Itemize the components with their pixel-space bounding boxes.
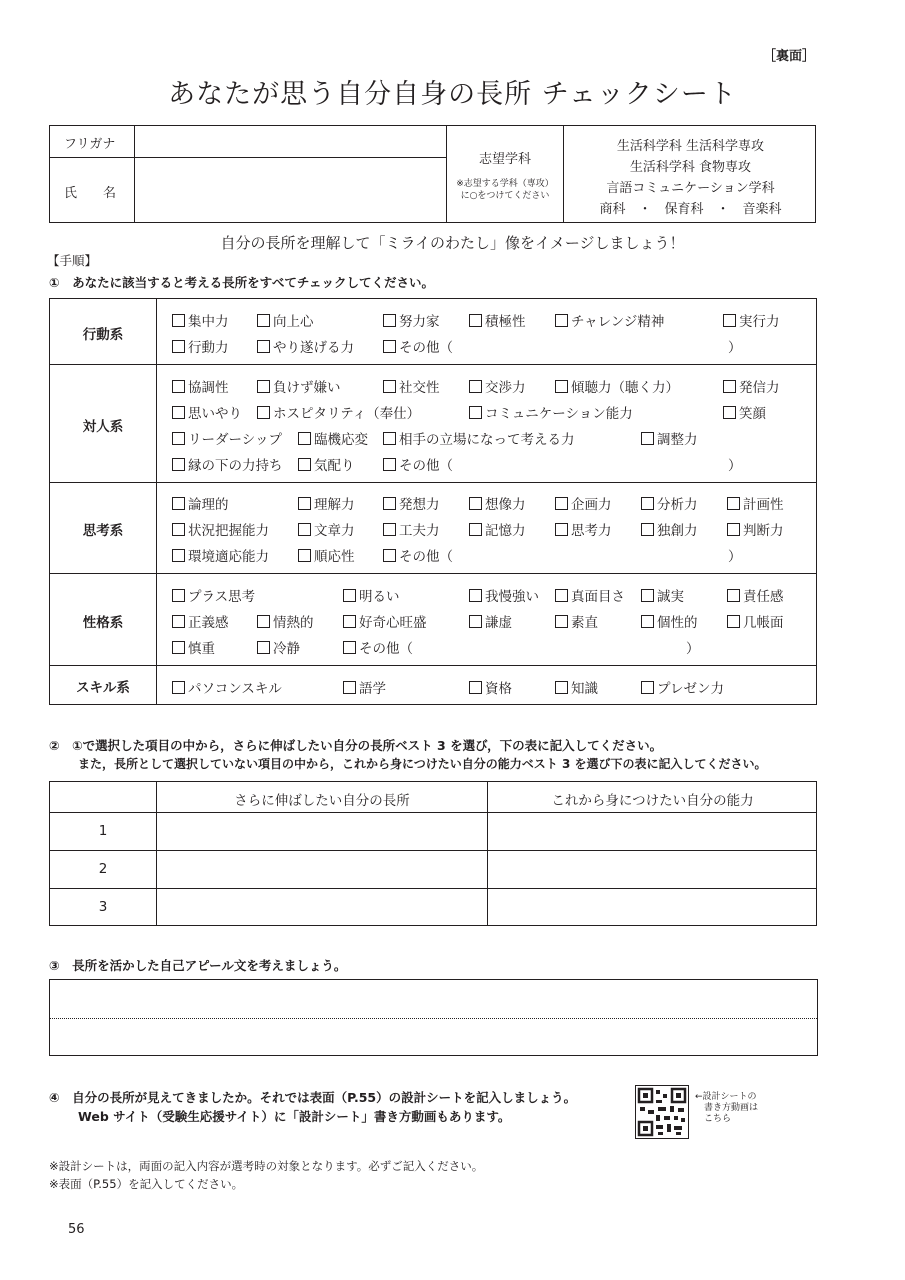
checkbox-item[interactable]: 縁の下の力持ち xyxy=(172,454,283,474)
checkbox-item[interactable]: 記憶力 xyxy=(469,519,526,539)
col-header-strengths: さらに伸ばしたい自分の長所 xyxy=(234,793,410,809)
checkbox-item[interactable]: 臨機応変 xyxy=(298,428,368,448)
checkbox-item[interactable]: 真面目さ xyxy=(555,585,625,605)
checkbox-item[interactable]: 発信力 xyxy=(723,376,780,396)
checkbox-item[interactable]: 想像力 xyxy=(469,493,526,513)
checkbox-item[interactable]: 明るい xyxy=(343,585,400,605)
subtitle: 自分の長所を理解して「ミライのわたし」像をイメージしましょう！ xyxy=(220,234,685,252)
strength-input-1[interactable] xyxy=(157,813,487,850)
dotted-divider xyxy=(50,1018,817,1019)
checkbox-item-other[interactable]: その他（ xyxy=(383,336,453,356)
checkbox-item[interactable]: 文章力 xyxy=(298,519,355,539)
checkbox-item[interactable]: 個性的 xyxy=(641,611,698,631)
checkbox-icon[interactable] xyxy=(383,340,396,353)
checkbox-item[interactable]: 社交性 xyxy=(383,376,440,396)
checkbox-icon[interactable] xyxy=(298,432,311,445)
checkbox-item-other[interactable]: その他（ xyxy=(383,545,453,565)
checkbox-item[interactable]: 工夫力 xyxy=(383,519,440,539)
checkbox-item[interactable]: 計画性 xyxy=(727,493,784,513)
step3-text: ③ 長所を活かした自己アピール文を考えましょう。 xyxy=(49,958,347,973)
checkbox-item[interactable]: 冷静 xyxy=(257,637,300,657)
checkbox-item[interactable]: 向上心 xyxy=(257,310,314,330)
checkbox-icon[interactable] xyxy=(172,458,185,471)
checkbox-item[interactable]: 負けず嫌い xyxy=(257,376,341,396)
checkbox-item[interactable]: 発想力 xyxy=(383,493,440,513)
close-paren: ） xyxy=(728,549,742,565)
step4-text-2: Web サイト（受験生応援サイト）に「設計シート」書き方動画もあります。 xyxy=(78,1109,511,1124)
checkbox-item[interactable]: やり遂げる力 xyxy=(257,336,354,356)
checkbox-icon[interactable] xyxy=(343,615,356,628)
checkbox-item[interactable]: 独創力 xyxy=(641,519,698,539)
checkbox-item[interactable]: 相手の立場になって考える力 xyxy=(383,428,575,448)
ability-input-1[interactable] xyxy=(488,813,817,850)
checkbox-icon[interactable] xyxy=(257,406,270,419)
checkbox-item[interactable]: 気配り xyxy=(298,454,355,474)
checkbox-icon[interactable] xyxy=(343,681,356,694)
checkbox-item[interactable]: ホスピタリティ（奉仕） xyxy=(257,402,420,422)
checkbox-icon[interactable] xyxy=(298,523,311,536)
category-action: 行動系 xyxy=(82,327,124,343)
close-paren: ） xyxy=(728,340,742,356)
checkbox-icon[interactable] xyxy=(469,497,482,510)
checkbox-icon[interactable] xyxy=(383,314,396,327)
category-skill: スキル系 xyxy=(76,680,130,696)
checkbox-icon[interactable] xyxy=(172,380,185,393)
checkbox-item[interactable]: 誠実 xyxy=(641,585,684,605)
checkbox-icon[interactable] xyxy=(383,523,396,536)
page-title: あなたが思う自分自身の長所 チェックシート xyxy=(168,79,737,110)
checkbox-icon[interactable] xyxy=(172,589,185,602)
category-personality: 性格系 xyxy=(82,615,124,631)
name-field[interactable] xyxy=(135,158,445,222)
checkbox-item[interactable]: 環境適応能力 xyxy=(172,545,269,565)
dept-note-1: ※志望する学科（専攻） xyxy=(456,179,554,189)
checkbox-icon[interactable] xyxy=(469,314,482,327)
dept-option-4[interactable]: 商科 ・ 保育科 ・ 音楽科 xyxy=(599,202,782,217)
checkbox-icon[interactable] xyxy=(727,497,740,510)
checkbox-item[interactable]: 我慢強い xyxy=(469,585,539,605)
ability-input-2[interactable] xyxy=(488,851,817,888)
checkbox-item[interactable]: 論理的 xyxy=(172,493,229,513)
checkbox-item[interactable]: 責任感 xyxy=(727,585,784,605)
checkbox-icon[interactable] xyxy=(641,589,654,602)
checkbox-icon[interactable] xyxy=(641,681,654,694)
applicant-info-table xyxy=(49,125,816,223)
checkbox-item[interactable]: 謙虚 xyxy=(469,611,512,631)
checkbox-icon[interactable] xyxy=(257,615,270,628)
checkbox-icon[interactable] xyxy=(469,406,482,419)
strength-input-3[interactable] xyxy=(157,889,487,926)
checkbox-icon[interactable] xyxy=(172,497,185,510)
checkbox-item[interactable]: 情熱的 xyxy=(257,611,314,631)
checkbox-icon[interactable] xyxy=(172,615,185,628)
strengths-checklist xyxy=(49,298,817,705)
row-number: 3 xyxy=(98,899,108,915)
checkbox-icon[interactable] xyxy=(172,340,185,353)
self-appeal-box[interactable] xyxy=(49,979,818,1056)
qr-code-icon[interactable] xyxy=(635,1085,689,1139)
checkbox-item[interactable]: 傾聴力（聴く力） xyxy=(555,376,679,396)
footnote-2: ※表面（P.55）を記入してください。 xyxy=(49,1177,244,1191)
checkbox-icon[interactable] xyxy=(555,314,568,327)
checkbox-icon[interactable] xyxy=(172,681,185,694)
checkbox-item[interactable]: 語学 xyxy=(343,677,386,697)
checkbox-item[interactable]: プレゼン力 xyxy=(641,677,724,697)
checkbox-item[interactable]: 積極性 xyxy=(469,310,526,330)
checkbox-icon[interactable] xyxy=(343,641,356,654)
checkbox-icon[interactable] xyxy=(555,497,568,510)
furigana-label: フリガナ xyxy=(64,137,116,152)
name-label: 氏 名 xyxy=(64,186,117,201)
checkbox-icon[interactable] xyxy=(723,380,736,393)
close-paren: ） xyxy=(728,458,742,474)
checkbox-item[interactable]: 素直 xyxy=(555,611,598,631)
checkbox-item[interactable]: 協調性 xyxy=(172,376,229,396)
checkbox-icon[interactable] xyxy=(469,589,482,602)
best3-table xyxy=(49,781,817,926)
checkbox-icon[interactable] xyxy=(298,458,311,471)
checkbox-item[interactable]: 理解力 xyxy=(298,493,355,513)
checkbox-item[interactable]: 几帳面 xyxy=(727,611,784,631)
checkbox-icon[interactable] xyxy=(257,380,270,393)
checkbox-icon[interactable] xyxy=(383,380,396,393)
checkbox-item[interactable]: 企画力 xyxy=(555,493,612,513)
checkbox-icon[interactable] xyxy=(383,549,396,562)
checkbox-item[interactable]: チャレンジ精神 xyxy=(555,310,664,330)
checkbox-icon[interactable] xyxy=(727,523,740,536)
checkbox-item[interactable]: 慎重 xyxy=(172,637,215,657)
checkbox-icon[interactable] xyxy=(727,589,740,602)
procedure-label: 【手順】 xyxy=(47,253,98,268)
footnote-1: ※設計シートは，両面の記入内容が選考時の対象となります。必ずご記入ください。 xyxy=(49,1159,484,1173)
checkbox-icon[interactable] xyxy=(343,589,356,602)
checkbox-item[interactable]: 行動力 xyxy=(172,336,229,356)
checkbox-icon[interactable] xyxy=(383,458,396,471)
ability-input-3[interactable] xyxy=(488,889,817,926)
checkbox-item[interactable]: 好奇心旺盛 xyxy=(343,611,427,631)
checkbox-icon[interactable] xyxy=(723,406,736,419)
row-number: 2 xyxy=(98,861,108,877)
checkbox-icon[interactable] xyxy=(555,681,568,694)
checkbox-icon[interactable] xyxy=(172,549,185,562)
checkbox-icon[interactable] xyxy=(383,432,396,445)
checkbox-item[interactable]: 資格 xyxy=(469,677,512,697)
furigana-field[interactable] xyxy=(135,126,445,156)
checkbox-item-other[interactable]: その他（ xyxy=(343,637,413,657)
checkbox-icon[interactable] xyxy=(469,380,482,393)
category-thinking: 思考系 xyxy=(82,523,124,539)
dept-option-2[interactable]: 生活科学科 食物専攻 xyxy=(629,160,752,175)
checkbox-item[interactable]: 実行力 xyxy=(723,310,780,330)
step1-text: ① あなたに該当すると考える長所をすべてチェックしてください。 xyxy=(49,275,434,290)
checkbox-icon[interactable] xyxy=(641,615,654,628)
checkbox-icon[interactable] xyxy=(298,497,311,510)
checkbox-icon[interactable] xyxy=(257,340,270,353)
checkbox-item[interactable]: 交渉力 xyxy=(469,376,526,396)
checkbox-icon[interactable] xyxy=(555,523,568,536)
checkbox-item[interactable]: リーダーシップ xyxy=(172,428,282,448)
checkbox-item[interactable]: 思考力 xyxy=(555,519,612,539)
checkbox-icon[interactable] xyxy=(723,314,736,327)
qr-note: ←設計シートの 書き方動画は こちら xyxy=(695,1092,759,1124)
checkbox-icon[interactable] xyxy=(257,641,270,654)
step4-text-1: ④ 自分の長所が見えてきましたか。それでは表面（P.55）の設計シートを記入しましょう。 xyxy=(49,1090,577,1105)
checkbox-item[interactable]: 分析力 xyxy=(641,493,698,513)
checkbox-item[interactable]: 順応性 xyxy=(298,545,355,565)
checkbox-icon[interactable] xyxy=(383,497,396,510)
checkbox-icon[interactable] xyxy=(555,380,568,393)
strength-input-2[interactable] xyxy=(157,851,487,888)
checkbox-icon[interactable] xyxy=(172,406,185,419)
checkbox-item[interactable]: 努力家 xyxy=(383,310,440,330)
checkbox-item[interactable]: 笑顔 xyxy=(723,402,766,422)
checkbox-icon[interactable] xyxy=(172,432,185,445)
checkbox-item[interactable]: 正義感 xyxy=(172,611,229,631)
checkbox-item[interactable]: 知識 xyxy=(555,677,598,697)
checkbox-item[interactable]: コミュニケーション能力 xyxy=(469,402,633,422)
checkbox-item[interactable]: 思いやり xyxy=(172,402,242,422)
row-number: 1 xyxy=(98,823,108,839)
checkbox-icon[interactable] xyxy=(172,641,185,654)
dept-option-1[interactable]: 生活科学科 生活科学専攻 xyxy=(616,139,765,154)
checkbox-icon[interactable] xyxy=(172,314,185,327)
checkbox-item[interactable]: 調整力 xyxy=(641,428,698,448)
checkbox-icon[interactable] xyxy=(469,523,482,536)
dept-label: 志望学科 xyxy=(478,152,531,167)
checkbox-icon[interactable] xyxy=(727,615,740,628)
checkbox-icon[interactable] xyxy=(298,549,311,562)
dept-note-2: に○をつけてください xyxy=(460,191,550,201)
side-label: ［裏面］ xyxy=(762,49,815,64)
step2-text-1: ② ①で選択した項目の中から，さらに伸ばしたい自分の長所ベスト 3 を選び，下の表に記入してください。 xyxy=(49,738,663,753)
checkbox-icon[interactable] xyxy=(641,523,654,536)
checkbox-item[interactable]: 判断力 xyxy=(727,519,784,539)
checkbox-icon[interactable] xyxy=(257,314,270,327)
checkbox-icon[interactable] xyxy=(555,589,568,602)
category-interpersonal: 対人系 xyxy=(82,419,124,435)
checkbox-item[interactable]: パソコンスキル xyxy=(172,677,282,697)
checkbox-icon[interactable] xyxy=(172,523,185,536)
checkbox-icon[interactable] xyxy=(555,615,568,628)
checkbox-item[interactable]: 集中力 xyxy=(172,310,229,330)
page-number: 56 xyxy=(68,1222,85,1237)
step2-text-2: また，長所として選択していない項目の中から，これから身につけたい自分の能力ベスト 3 を選び下の表に記入してください。 xyxy=(78,757,767,771)
checkbox-item-other[interactable]: その他（ xyxy=(383,454,453,474)
checkbox-icon[interactable] xyxy=(469,615,482,628)
checkbox-icon[interactable] xyxy=(469,681,482,694)
checkbox-item[interactable]: プラス思考 xyxy=(172,585,255,605)
checkbox-icon[interactable] xyxy=(641,497,654,510)
checkbox-item[interactable]: 状況把握能力 xyxy=(172,519,269,539)
col-header-abilities: これから身につけたい自分の能力 xyxy=(551,793,754,809)
checkbox-icon[interactable] xyxy=(641,432,654,445)
dept-option-3[interactable]: 言語コミュニケーション学科 xyxy=(606,181,775,196)
close-paren: ） xyxy=(686,641,700,657)
